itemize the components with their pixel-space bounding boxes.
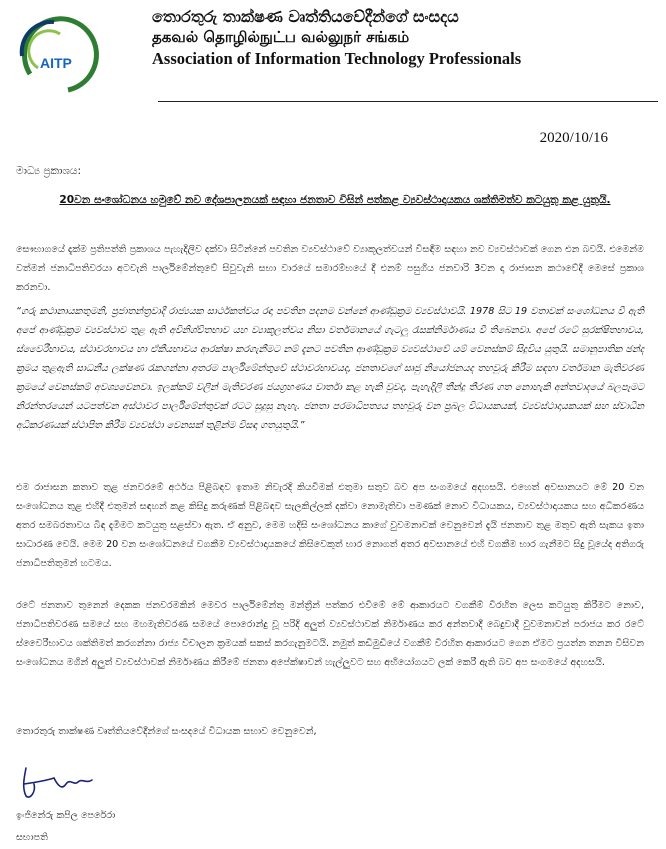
org-name-english: Association of Information Technology Professionals	[152, 49, 522, 68]
logo-text: AITP	[40, 55, 72, 71]
signature-image	[14, 762, 104, 804]
paragraph-quote: “ගරු කථානායකතුමනි, ප්‍රජාතන්ත්‍රවාදී රාජ්‍යයක සාර්ථකත්වය රඳා පවතින පදනම වන්නේ ආණ්ඩුක්‍රම ව්‍යවස්ථාවයි. 1978 සිට 19 වතාවක් සංශෝධනය වී ඇති අපේ ආණ්ඩුක්‍රම ව්‍යවස්ථාව තුළ ඇති අවිනිශ්චිතභාව යහ ව්‍යාකූලත්වය නිසා වර්තමානයේ ගැටලු රැසක්නිර්මාණය වී තිබෙනවා. අපේ රටේ සුරක්ෂිතභාවය, ස්වෛරීභාවය, ස්ථාවරභාවය හා ඒකීයභාවය ආරක්ෂා කරගැනීමට නම් දැනට පවතින ආණ්ඩුක්‍රම ව්‍යවස්ථාවේ යම් වෙනස්කම් සිදුවිය යුතුයි. සමානුපාතික ඡන්ද ක්‍රමය තුළඇති සාධනීය ලක්ෂණ රැකගන්නා අතරම පාර්ලිමේන්තුවේ ස්ථාවරභාවයද, ජනතාවගේ සෘජු නියෝජනයද තහවුරු කිරීම සඳහා වර්තමාන මැතිවරණ ක්‍රමයේ වෙනස්කම් අවශ්‍යවෙනවා. ඉලක්කම් වලින් මැතිවරණ ජයග්‍රහණය වාර්තා කළ හැකි වුවද, පැහැදිලි තීන්දු තීරණ ගත නොහැකි අන්තවාදයේ බලපෑමට නිරන්තරයෙන් යටපත්වන අස්ථාවර පාර්ලිමේන්තුවක් රටට සුදුසු නැහැ. ජනතා පරමාධිපත්‍යය තහවුරු වන ප්‍රබල විධායකයක්, ව්‍යවස්ථාදායකයක් සහ ස්වාධීන අධිකරණයක් ස්ථාපිත කිරීම ව්‍යවස්ථා වෙනසක් තුළින්ම විසඳා ගතයුතුයි.”	[16, 306, 644, 431]
letterhead	[152, 6, 657, 70]
org-name-tamil: தகவல் தொழில்நுட்ப வல்லுநர் சங்கம்	[152, 28, 410, 46]
release-date: 2020/10/16	[539, 130, 608, 146]
media-release-label: මාධ්‍ය ප්‍රකාශය:	[16, 165, 82, 177]
header-divider	[158, 101, 658, 102]
signer-role: සභාපති	[16, 832, 48, 843]
signature-stroke	[24, 768, 92, 797]
paragraph-conclusion: රටේ ජනතාව තුනෙන් දෙකක ජනවරමකින් මෙවර පාර්ලිමේන්තු මන්ත්‍රීන් පත්කර එවීමේ මේ ආකාරයට වගකීම් විරහිත ලෙස කටයුතු කිරීමට නොව, ජනාධිපතිවරණ සමයේ සහ මහමැතිවරණ සමයේ පොරොන්දු වූ පරිදි අලුත් ව්‍යවස්ථාවක් නිර්මාණය කර අන්තවාදී බෙදුවාදී වුවමනාවන් පරාජය කර රටේ ස්වෛරීභාවය ශක්තිමත් කරගන්නා රාජ්‍ය විචාලන ක්‍රමයක් සකස් කරගැනුමටයි. නමුත් කඩිමුඩියේ වගකීම් විරහිත ආකාරයට ගෙන ඒමට ප්‍රයත්න තනන විසිවන සංශෝධනය මගින් අලුත් ව්‍යවස්ථාවක් නිර්මාණය කිරීමේ ජනතා අපේක්ෂාවන් හැල්ලුවට සහ අභියෝගයට ලක් කෙරී ඇති බව අප සංගමයේ අදහසයි.	[16, 600, 644, 668]
aitp-logo	[8, 6, 130, 96]
release-title: 20වන සංශෝධනය හමුවේ නව දේශපාලනයක් සඳහා ජනතාව විසින් පත්කළ ව්‍යවස්ථාදායකය ශක්තිමත්ව කටයුතු කළ යුතුයි.	[59, 194, 611, 206]
paragraph-analysis: එම රාජාසන කතාව තුළ ජනවරමේ අර්ථය පිළිබඳව ඉතාම නිවැරදි කියවීමක් එතුමා සතුව බව අප සංගමයේ අදහසයි. එහෙත් අවසානයට මේ 20 වන සංශෝධනය තුළ එහිදී එතුමන් සඳහන් කළ කිසිදු කරුණක් පිළිබඳව සැලකිල්ලක් දක්වා නොමැතිවා පමණක් නොව විධායකය, ව්‍යවස්ථාදායකය සහ අධිකරණය අතර සමබරතාවය බිඳ දැමීමට කටයුතු සළස්වා ඇත. ඒ අනුව, මෙම හදිසි සංශෝධනය කාගේ වුවමනාවක් වෙනුවෙන් දැයි ජනතාව තුළ මතුව ඇති සැකය ඉතා සාධාරණ වෙයි. මෙම 20 වන සංශෝධනයේ වගකීම ව්‍යවස්ථාදායකයේ කිසිවෙකුත් භාර නොගත් අතර අවසානයේ එහි වගකීම භාර ගැනීමට සිදු වූයේද අතිගරු ජනාධිපතිතුමන් හටමය.	[16, 482, 644, 569]
closing-line: තොරතුරු තාක්ෂණ වෘත්තියවේදීන්ගේ සංසදයේ විධායක සභාව වෙනුවෙන්,	[16, 726, 317, 737]
signer-name: ඉංජිනේරු කපිල පෙරේරා	[16, 810, 116, 821]
org-name-sinhala: තොරතුරු තාක්ෂණ වෘත්තියවේදීන්ගේ සංසදය	[152, 7, 459, 26]
paragraph-intro: සෞභාගයේ දැක්ම ප්‍රතිපත්ති ප්‍රකාශය පැහැදිලිව දක්වා සිටින්නේ පවතින ව්‍යවස්ථාවේ ව්‍යාකූලත්වයන් විසඳීම සඳහා නව ව්‍යවස්ථාවක් ගෙන එන බවයි. එමෙන්ම වත්මන් ජනාධිපතිවරයා අටවැනි පාර්ලිමේන්තුවේ සිවුවැනි සභා වාරයේ සමාරම්භයේ දී එනම් පසුගිය ජනවාරි 3වන දා රාජාසන කථාවේදී මෙසේ ප්‍රකාශ කරනවා.	[16, 244, 644, 293]
